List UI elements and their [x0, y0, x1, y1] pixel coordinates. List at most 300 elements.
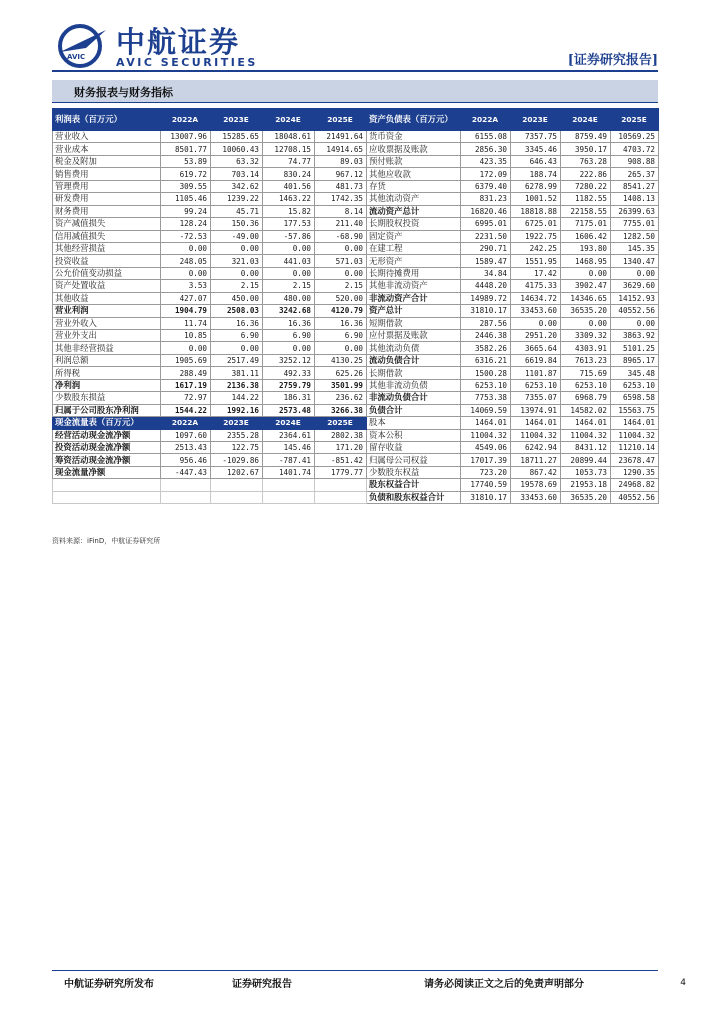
balance-value-cell: 14582.02 — [561, 404, 611, 416]
table-row — [53, 330, 659, 342]
table-row — [53, 417, 659, 429]
balance-value-cell: 7755.01 — [611, 218, 659, 230]
table-row — [53, 305, 659, 317]
balance-value-cell: 290.71 — [461, 242, 511, 254]
balance-value-cell: 1500.28 — [461, 367, 511, 379]
cashflow-value-cell: 122.75 — [211, 441, 263, 453]
income-value-cell: 15285.65 — [211, 131, 263, 143]
balance-value-cell: 1464.01 — [561, 417, 611, 429]
income-value-cell: 830.24 — [263, 168, 315, 180]
balance-value-cell: 0.00 — [511, 317, 561, 329]
balance-row-label: 其他流动资产 — [367, 193, 461, 205]
avic-wing-logo-icon — [56, 22, 108, 68]
balance-value-cell: 423.35 — [461, 155, 511, 167]
income-value-cell: 2759.79 — [263, 379, 315, 391]
table-row — [53, 479, 659, 491]
table-row — [53, 491, 659, 503]
balance-value-cell: 5101.25 — [611, 342, 659, 354]
income-value-cell: -49.00 — [211, 230, 263, 242]
balance-value-cell: 2856.30 — [461, 143, 511, 155]
cashflow-row-label: 经营活动现金流净额 — [53, 429, 161, 441]
income-value-cell: 967.12 — [315, 168, 367, 180]
balance-value-cell: 3582.26 — [461, 342, 511, 354]
balance-value-cell: 145.35 — [611, 242, 659, 254]
income-row-label: 营业成本 — [53, 143, 161, 155]
balance-value-cell: 13974.91 — [511, 404, 561, 416]
income-value-cell: 15.82 — [263, 205, 315, 217]
balance-value-cell: 1053.73 — [561, 466, 611, 478]
income-row-label: 利润总额 — [53, 354, 161, 366]
balance-value-cell: 1101.87 — [511, 367, 561, 379]
balance-value-cell: 6155.08 — [461, 131, 511, 143]
cashflow-value-cell: 956.46 — [161, 454, 211, 466]
balance-value-cell: 1606.42 — [561, 230, 611, 242]
cashflow-year-header: 2024E — [263, 417, 315, 429]
balance-row-label: 流动资产总计 — [367, 205, 461, 217]
table-row — [53, 342, 659, 354]
balance-value-cell: 242.25 — [511, 242, 561, 254]
balance-value-cell: 1182.55 — [561, 193, 611, 205]
financial-table-body — [53, 109, 659, 504]
income-value-cell: 0.00 — [315, 342, 367, 354]
balance-value-cell: 26399.63 — [611, 205, 659, 217]
balance-row-label: 流动负债合计 — [367, 354, 461, 366]
income-value-cell: 4130.25 — [315, 354, 367, 366]
balance-value-cell: 1290.35 — [611, 466, 659, 478]
data-source-note: 资料来源：iFinD，中航证券研究所 — [52, 537, 161, 545]
balance-row-label: 长期待摊费用 — [367, 267, 461, 279]
balance-value-cell: 2446.38 — [461, 330, 511, 342]
balance-row-label: 股东权益合计 — [367, 479, 461, 491]
logo-english-name: AVIC SECURITIES — [116, 56, 258, 69]
income-value-cell: 74.77 — [263, 155, 315, 167]
balance-value-cell: 14346.65 — [561, 292, 611, 304]
income-value-cell: 6.90 — [315, 330, 367, 342]
left-empty-cell — [211, 491, 263, 503]
income-value-cell: 2508.03 — [211, 305, 263, 317]
income-value-cell: 89.03 — [315, 155, 367, 167]
balance-value-cell: 18711.27 — [511, 454, 561, 466]
balance-row-label: 长期股权投资 — [367, 218, 461, 230]
income-value-cell: 16.36 — [263, 317, 315, 329]
income-value-cell: 2.15 — [211, 280, 263, 292]
balance-value-cell: 18818.88 — [511, 205, 561, 217]
cashflow-value-cell: 171.20 — [315, 441, 367, 453]
income-value-cell: 14914.65 — [315, 143, 367, 155]
income-value-cell: 186.31 — [263, 392, 315, 404]
balance-value-cell: 4175.33 — [511, 280, 561, 292]
balance-value-cell: 7280.22 — [561, 180, 611, 192]
cashflow-row-label: 投资活动现金流净额 — [53, 441, 161, 453]
balance-value-cell: 7753.38 — [461, 392, 511, 404]
income-value-cell: 144.22 — [211, 392, 263, 404]
income-row-label: 营业收入 — [53, 131, 161, 143]
income-year-header: 2025E — [315, 109, 367, 131]
balance-row-label: 长期借款 — [367, 367, 461, 379]
balance-value-cell: 31810.17 — [461, 305, 511, 317]
income-value-cell: 427.07 — [161, 292, 211, 304]
income-value-cell: 619.72 — [161, 168, 211, 180]
left-empty-cell — [263, 479, 315, 491]
balance-value-cell: 23678.47 — [611, 454, 659, 466]
table-row — [53, 230, 659, 242]
cashflow-year-header: 2022A — [161, 417, 211, 429]
balance-value-cell: 17017.39 — [461, 454, 511, 466]
company-logo — [56, 20, 256, 72]
balance-year-header: 2025E — [611, 109, 659, 131]
income-value-cell: 571.03 — [315, 255, 367, 267]
income-value-cell: 21491.64 — [315, 131, 367, 143]
balance-value-cell: 1589.47 — [461, 255, 511, 267]
balance-row-label: 存货 — [367, 180, 461, 192]
balance-row-label: 归属母公司权益 — [367, 454, 461, 466]
income-value-cell: 0.00 — [161, 342, 211, 354]
section-title: 财务报表与财务指标 — [74, 86, 173, 99]
table-row — [53, 441, 659, 453]
table-row — [53, 317, 659, 329]
income-value-cell: 1617.19 — [161, 379, 211, 391]
balance-value-cell: 8541.27 — [611, 180, 659, 192]
balance-row-label: 其他非流动负债 — [367, 379, 461, 391]
footer-disclaimer: 请务必阅读正文之后的免责声明部分 — [424, 979, 584, 990]
balance-value-cell: 6379.40 — [461, 180, 511, 192]
section-title-band — [52, 80, 658, 102]
footer-report-type: 证券研究报告 — [232, 979, 292, 990]
balance-value-cell: 40552.56 — [611, 491, 659, 503]
balance-row-label: 负债合计 — [367, 404, 461, 416]
balance-value-cell: 2231.50 — [461, 230, 511, 242]
left-empty-cell — [53, 491, 161, 503]
balance-value-cell: 11004.32 — [611, 429, 659, 441]
balance-value-cell: 646.43 — [511, 155, 561, 167]
balance-row-label: 固定资产 — [367, 230, 461, 242]
balance-value-cell: 33453.60 — [511, 305, 561, 317]
table-row — [53, 292, 659, 304]
balance-row-label: 应付票据及账款 — [367, 330, 461, 342]
balance-value-cell: 36535.20 — [561, 305, 611, 317]
table-row — [53, 255, 659, 267]
income-row-label: 其他收益 — [53, 292, 161, 304]
income-value-cell: 321.03 — [211, 255, 263, 267]
income-value-cell: 63.32 — [211, 155, 263, 167]
income-value-cell: 53.89 — [161, 155, 211, 167]
balance-value-cell: 17740.59 — [461, 479, 511, 491]
balance-row-label: 负债和股东权益合计 — [367, 491, 461, 503]
income-value-cell: 3252.12 — [263, 354, 315, 366]
income-value-cell: 236.62 — [315, 392, 367, 404]
income-value-cell: 0.00 — [263, 242, 315, 254]
balance-value-cell: 14152.93 — [611, 292, 659, 304]
income-value-cell: 1904.79 — [161, 305, 211, 317]
income-value-cell: 1105.46 — [161, 193, 211, 205]
balance-value-cell: 7355.07 — [511, 392, 561, 404]
balance-value-cell: 0.00 — [561, 267, 611, 279]
income-row-label: 信用减值损失 — [53, 230, 161, 242]
income-value-cell: 150.36 — [211, 218, 263, 230]
table-row — [53, 354, 659, 366]
income-year-header: 2024E — [263, 109, 315, 131]
balance-row-label: 资产总计 — [367, 305, 461, 317]
income-value-cell: 309.55 — [161, 180, 211, 192]
cashflow-value-cell: 1401.74 — [263, 466, 315, 478]
balance-value-cell: 2951.20 — [511, 330, 561, 342]
income-value-cell: 16.36 — [315, 317, 367, 329]
income-value-cell: 2.15 — [315, 280, 367, 292]
income-row-label: 税金及附加 — [53, 155, 161, 167]
balance-value-cell: 8431.12 — [561, 441, 611, 453]
balance-value-cell: 11004.32 — [561, 429, 611, 441]
balance-row-label: 非流动资产合计 — [367, 292, 461, 304]
balance-value-cell: 1408.13 — [611, 193, 659, 205]
balance-value-cell: 10569.25 — [611, 131, 659, 143]
balance-row-label: 其他应收款 — [367, 168, 461, 180]
balance-value-cell: 6995.01 — [461, 218, 511, 230]
income-value-cell: 248.05 — [161, 255, 211, 267]
income-value-cell: 128.24 — [161, 218, 211, 230]
cashflow-value-cell: 2355.28 — [211, 429, 263, 441]
income-row-label: 归属于公司股东净利润 — [53, 404, 161, 416]
balance-value-cell: 287.56 — [461, 317, 511, 329]
balance-value-cell: 3345.46 — [511, 143, 561, 155]
table-header-row — [53, 109, 659, 131]
cashflow-statement-title: 现金流量表（百万元） — [53, 417, 161, 429]
income-row-label: 投资收益 — [53, 255, 161, 267]
table-row — [53, 242, 659, 254]
income-value-cell: 8.14 — [315, 205, 367, 217]
balance-value-cell: 3665.64 — [511, 342, 561, 354]
cashflow-value-cell: 145.46 — [263, 441, 315, 453]
balance-value-cell: 6253.10 — [561, 379, 611, 391]
page-number: 4 — [680, 978, 686, 988]
balance-year-header: 2022A — [461, 109, 511, 131]
balance-value-cell: 11210.14 — [611, 441, 659, 453]
income-value-cell: 492.33 — [263, 367, 315, 379]
left-empty-cell — [263, 491, 315, 503]
balance-value-cell: 40552.56 — [611, 305, 659, 317]
balance-value-cell: 1464.01 — [511, 417, 561, 429]
income-row-label: 管理费用 — [53, 180, 161, 192]
balance-year-header: 2024E — [561, 109, 611, 131]
balance-value-cell: 188.74 — [511, 168, 561, 180]
income-value-cell: 3266.38 — [315, 404, 367, 416]
balance-value-cell: 3629.60 — [611, 280, 659, 292]
left-empty-cell — [315, 479, 367, 491]
balance-value-cell: 4448.20 — [461, 280, 511, 292]
table-row — [53, 143, 659, 155]
balance-value-cell: 15563.75 — [611, 404, 659, 416]
balance-value-cell: 222.86 — [561, 168, 611, 180]
svg-text:AVIC: AVIC — [67, 53, 86, 61]
balance-value-cell: 6253.10 — [461, 379, 511, 391]
income-value-cell: 8501.77 — [161, 143, 211, 155]
balance-value-cell: 6242.94 — [511, 441, 561, 453]
balance-row-label: 股本 — [367, 417, 461, 429]
balance-value-cell: 6316.21 — [461, 354, 511, 366]
cashflow-value-cell: -1029.86 — [211, 454, 263, 466]
balance-value-cell: 1551.95 — [511, 255, 561, 267]
income-row-label: 财务费用 — [53, 205, 161, 217]
income-value-cell: 12708.15 — [263, 143, 315, 155]
table-row — [53, 205, 659, 217]
left-empty-cell — [53, 479, 161, 491]
balance-value-cell: 21953.18 — [561, 479, 611, 491]
table-row — [53, 429, 659, 441]
balance-value-cell: 0.00 — [611, 317, 659, 329]
balance-value-cell: 6725.01 — [511, 218, 561, 230]
income-value-cell: -57.86 — [263, 230, 315, 242]
balance-value-cell: 3863.92 — [611, 330, 659, 342]
balance-value-cell: 6253.10 — [511, 379, 561, 391]
balance-value-cell: 3309.32 — [561, 330, 611, 342]
balance-value-cell: 6598.58 — [611, 392, 659, 404]
income-value-cell: 625.26 — [315, 367, 367, 379]
income-value-cell: 381.11 — [211, 367, 263, 379]
cashflow-value-cell: -787.41 — [263, 454, 315, 466]
income-value-cell: 18048.61 — [263, 131, 315, 143]
income-value-cell: 0.00 — [211, 267, 263, 279]
balance-row-label: 其他非流动资产 — [367, 280, 461, 292]
income-statement-title: 利润表（百万元） — [53, 109, 161, 131]
income-year-header: 2022A — [161, 109, 211, 131]
balance-value-cell: 7613.23 — [561, 354, 611, 366]
cashflow-value-cell: 1202.67 — [211, 466, 263, 478]
table-row — [53, 193, 659, 205]
income-value-cell: 1992.16 — [211, 404, 263, 416]
balance-year-header: 2023E — [511, 109, 561, 131]
cashflow-value-cell: 2513.43 — [161, 441, 211, 453]
footer-divider — [52, 970, 658, 971]
balance-value-cell: 16820.46 — [461, 205, 511, 217]
balance-row-label: 预付账款 — [367, 155, 461, 167]
balance-value-cell: 22158.55 — [561, 205, 611, 217]
balance-value-cell: 24968.82 — [611, 479, 659, 491]
balance-value-cell: 14989.72 — [461, 292, 511, 304]
income-row-label: 营业利润 — [53, 305, 161, 317]
balance-value-cell: 31810.17 — [461, 491, 511, 503]
income-row-label: 其他经营损益 — [53, 242, 161, 254]
income-value-cell: 72.97 — [161, 392, 211, 404]
balance-value-cell: 265.37 — [611, 168, 659, 180]
cashflow-value-cell: -851.42 — [315, 454, 367, 466]
income-value-cell: 520.00 — [315, 292, 367, 304]
balance-value-cell: 715.69 — [561, 367, 611, 379]
table-row — [53, 392, 659, 404]
income-value-cell: 1742.35 — [315, 193, 367, 205]
income-value-cell: -72.53 — [161, 230, 211, 242]
income-row-label: 营业外支出 — [53, 330, 161, 342]
income-value-cell: 11.74 — [161, 317, 211, 329]
balance-value-cell: 1464.01 — [461, 417, 511, 429]
cashflow-row-label: 筹资活动现金流净额 — [53, 454, 161, 466]
table-row — [53, 466, 659, 478]
cashflow-value-cell: 2364.61 — [263, 429, 315, 441]
cashflow-value-cell: 1779.77 — [315, 466, 367, 478]
income-value-cell: 3.53 — [161, 280, 211, 292]
balance-value-cell: 1001.52 — [511, 193, 561, 205]
income-value-cell: 480.00 — [263, 292, 315, 304]
income-value-cell: 13007.96 — [161, 131, 211, 143]
income-value-cell: 2573.48 — [263, 404, 315, 416]
balance-value-cell: 7175.01 — [561, 218, 611, 230]
table-row — [53, 168, 659, 180]
balance-value-cell: 20899.44 — [561, 454, 611, 466]
income-value-cell: 1239.22 — [211, 193, 263, 205]
income-value-cell: 1905.69 — [161, 354, 211, 366]
balance-row-label: 应收票据及账款 — [367, 143, 461, 155]
income-row-label: 销售费用 — [53, 168, 161, 180]
balance-value-cell: 11004.32 — [461, 429, 511, 441]
balance-row-label: 在建工程 — [367, 242, 461, 254]
balance-value-cell: 1464.01 — [611, 417, 659, 429]
header-divider — [52, 70, 658, 72]
table-row — [53, 218, 659, 230]
balance-value-cell: 6968.79 — [561, 392, 611, 404]
balance-value-cell: 0.00 — [611, 267, 659, 279]
balance-row-label: 资本公积 — [367, 429, 461, 441]
cashflow-row-label: 现金流量净额 — [53, 466, 161, 478]
income-row-label: 资产处置收益 — [53, 280, 161, 292]
footer-publisher: 中航证券研究所发布 — [64, 979, 154, 990]
table-row — [53, 367, 659, 379]
income-value-cell: 481.73 — [315, 180, 367, 192]
balance-value-cell: 34.84 — [461, 267, 511, 279]
table-row — [53, 180, 659, 192]
table-row — [53, 454, 659, 466]
balance-value-cell: 8965.17 — [611, 354, 659, 366]
income-row-label: 资产减值损失 — [53, 218, 161, 230]
income-value-cell: 6.90 — [263, 330, 315, 342]
income-value-cell: 6.90 — [211, 330, 263, 342]
balance-sheet-title: 资产负债表（百万元） — [367, 109, 461, 131]
income-value-cell: 45.71 — [211, 205, 263, 217]
cashflow-year-header: 2025E — [315, 417, 367, 429]
financial-statements-table — [52, 108, 659, 504]
income-value-cell: 177.53 — [263, 218, 315, 230]
income-value-cell: 3501.99 — [315, 379, 367, 391]
balance-value-cell: 14069.59 — [461, 404, 511, 416]
balance-value-cell: 33453.60 — [511, 491, 561, 503]
income-row-label: 研发费用 — [53, 193, 161, 205]
income-value-cell: 211.40 — [315, 218, 367, 230]
balance-value-cell: 1340.47 — [611, 255, 659, 267]
balance-value-cell: 867.42 — [511, 466, 561, 478]
balance-value-cell: 4703.72 — [611, 143, 659, 155]
income-value-cell: 0.00 — [161, 267, 211, 279]
income-value-cell: 401.56 — [263, 180, 315, 192]
income-value-cell: 10060.43 — [211, 143, 263, 155]
balance-row-label: 无形资产 — [367, 255, 461, 267]
balance-row-label: 货币资金 — [367, 131, 461, 143]
section-divider — [52, 102, 658, 103]
balance-value-cell: 0.00 — [561, 317, 611, 329]
income-value-cell: 288.49 — [161, 367, 211, 379]
balance-row-label: 短期借款 — [367, 317, 461, 329]
table-row — [53, 280, 659, 292]
report-type-tag: [证券研究报告] — [567, 53, 658, 68]
income-value-cell: 0.00 — [315, 242, 367, 254]
table-row — [53, 379, 659, 391]
balance-value-cell: 36535.20 — [561, 491, 611, 503]
income-row-label: 所得税 — [53, 367, 161, 379]
table-row — [53, 131, 659, 143]
balance-value-cell: 172.09 — [461, 168, 511, 180]
table-row — [53, 267, 659, 279]
income-value-cell: 2.15 — [263, 280, 315, 292]
logo-chinese-name: 中航证券 — [116, 25, 241, 59]
balance-value-cell: 11004.32 — [511, 429, 561, 441]
income-value-cell: 0.00 — [263, 342, 315, 354]
income-row-label: 其他非经营损益 — [53, 342, 161, 354]
